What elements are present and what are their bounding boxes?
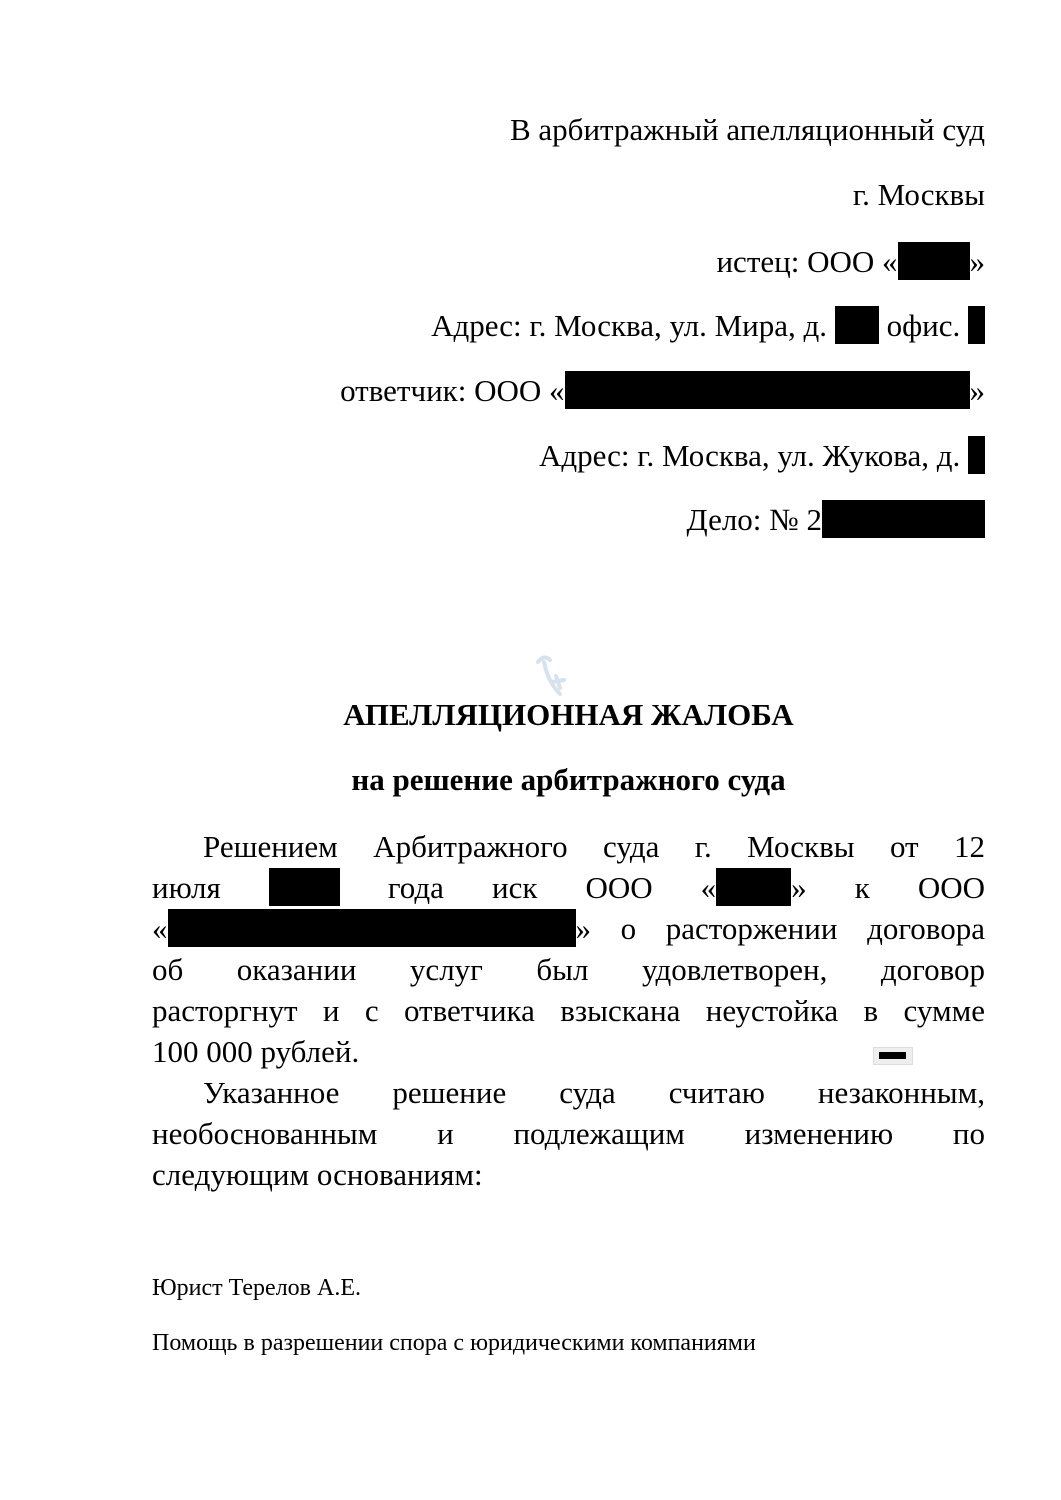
court-addressee: В арбитражный апелляционный суд [509,112,985,147]
redaction-marker-icon [873,1047,913,1065]
text: » к ООО [791,870,986,905]
defendant-label: ответчик: ООО « [340,373,565,408]
plaintiff-line [716,242,985,282]
footer-note: Помощь в разрешении спора с юридическими компаниями [152,1330,756,1356]
redaction [565,371,970,409]
body-line: необоснованным и подлежащим изменению по [152,1116,985,1151]
address-text: Адрес: г. Москва, ул. Жукова, д. [538,438,961,473]
body-line: Указанное решение суда считаю незаконным, [203,1075,985,1110]
text: года иск ООО « [387,870,717,905]
body-line: следующим основаниям: [152,1157,483,1192]
quote-close: » [969,373,985,408]
document-title: АПЕЛЛЯЦИОННАЯ ЖАЛОБА [343,697,794,732]
document-body [152,826,985,1195]
court-city: г. Москвы [852,177,985,212]
case-number [687,500,985,540]
body-line: об оказании услуг был удовлетворен, договор [152,952,985,987]
redaction [898,242,970,280]
plaintiff-address [431,306,985,346]
case-label: Дело: № 2 [686,502,822,537]
address-text: Адрес: г. Москва, ул. Мира, д. [431,308,828,343]
redaction [168,909,576,947]
redaction [835,306,879,344]
redaction [968,436,985,474]
body-line: 100 000 рублей. [152,1034,360,1069]
body-line [152,908,985,949]
body-line: Решением Арбитражного суда г. Москвы от 12 [203,829,985,864]
text: июля [152,870,221,905]
text: « [152,911,168,946]
quote-close: » [969,244,985,279]
redaction [968,306,985,344]
defendant-line [340,371,985,411]
redaction [269,868,340,906]
office-label: офис. [886,308,961,343]
text: » о расторжении договора [575,911,985,946]
redaction [716,868,791,906]
defendant-address [539,436,985,476]
body-line [152,867,985,908]
body-line: расторгнут и с ответчика взыскана неустойка в сумме [152,993,985,1028]
document-subtitle: на решение арбитражного суда [351,762,786,797]
author: Юрист Терелов А.Е. [152,1275,362,1301]
redaction [822,500,985,538]
plaintiff-label: истец: ООО « [716,244,898,279]
